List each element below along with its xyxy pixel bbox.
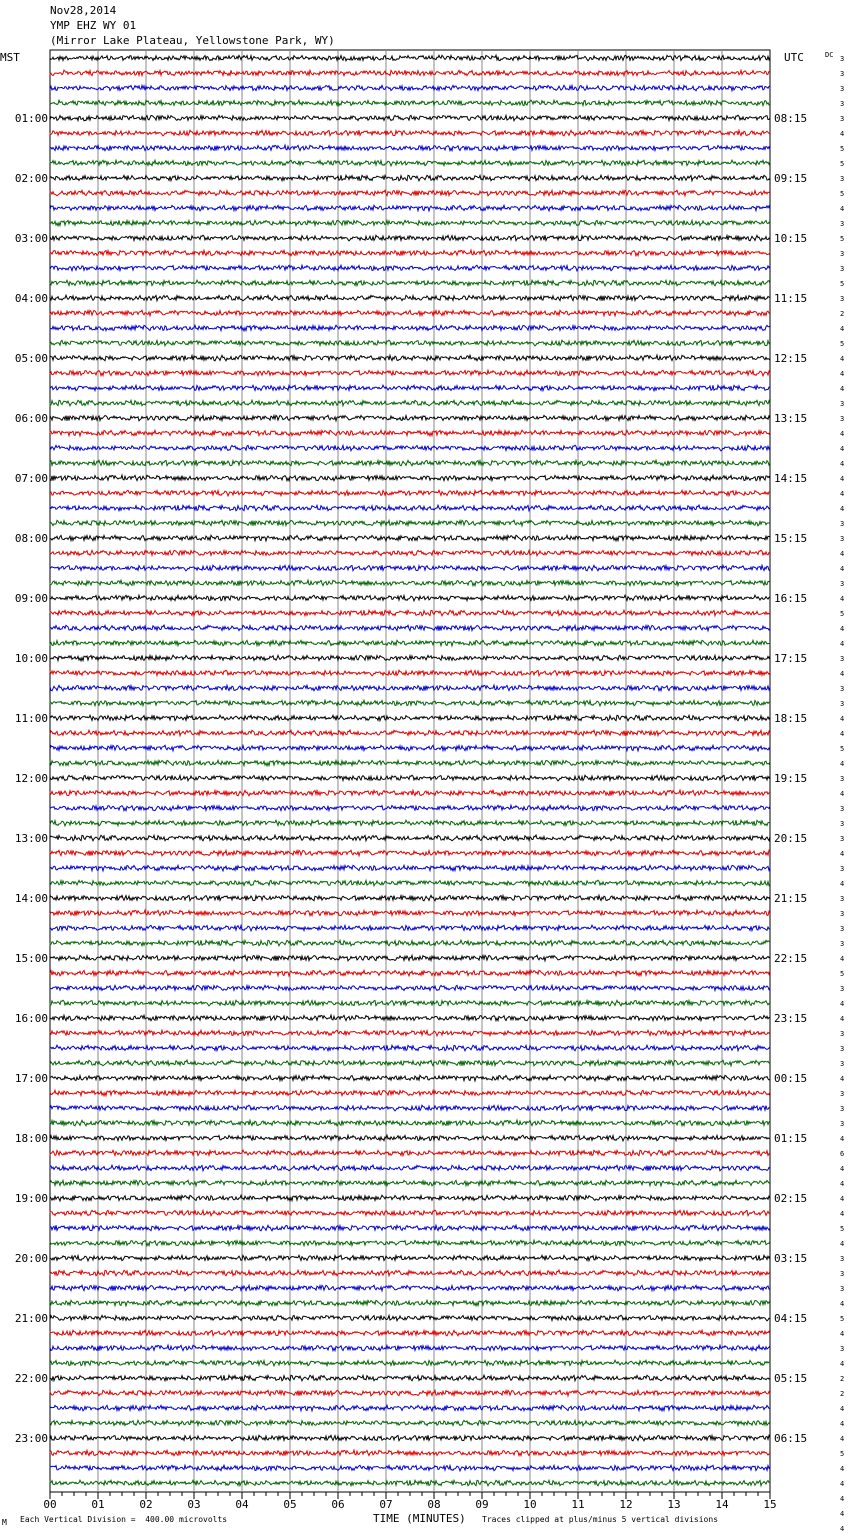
dc-offset-value: 3 [840,985,845,993]
dc-offset-value: 4 [840,1405,845,1413]
dc-offset-value: 3 [840,805,845,813]
trace-row [50,925,770,931]
trace-row [50,775,770,781]
hour-label-right: 03:15 [774,1252,808,1265]
trace-row [50,490,770,496]
dc-offset-value: 5 [840,190,845,198]
trace-row [50,325,770,331]
trace-row [50,805,770,810]
dc-offset-value: 4 [840,1165,845,1173]
dc-offset-value: 4 [840,1480,845,1488]
dc-offset-value: 4 [840,385,845,393]
trace-row [50,1105,770,1111]
hour-label-left: 17:00 [14,1072,48,1085]
trace-row [50,850,770,856]
dc-offset-value: 3 [840,265,845,273]
dc-offset-value: 4 [840,955,845,963]
dc-offset-value: 3 [840,820,845,828]
hour-label-left: 20:00 [14,1252,48,1265]
hour-label-right: 18:15 [774,712,808,725]
dc-offset-value: 5 [840,1315,845,1323]
dc-offset-value: 2 [840,310,845,318]
hour-label-left: 22:00 [14,1372,48,1385]
trace-row [50,475,770,481]
dc-offset-value: 3 [840,1045,845,1053]
trace-row [50,595,770,601]
trace-row [50,1300,770,1306]
trace-row [50,790,770,796]
dc-offset-value: 3 [840,175,845,183]
trace-row [50,1075,770,1081]
dc-offset-value: 4 [840,550,845,558]
dc-offset-value: 4 [840,730,845,738]
dc-offset-value: 3 [840,1285,845,1293]
dc-offset-value: 4 [840,1195,845,1203]
dc-offset-value: 4 [840,565,845,573]
dc-offset-value: 3 [840,655,845,663]
trace-row [50,1405,770,1411]
dc-offset-value: 5 [840,340,845,348]
hour-label-right: 05:15 [774,1372,808,1385]
trace-row [50,1240,770,1245]
trace-row [50,505,770,511]
hour-label-left: 12:00 [14,772,48,785]
trace-row [50,415,770,421]
hour-label-left: 04:00 [14,292,48,305]
trace-row [50,280,770,286]
dc-offset-value: 4 [840,505,845,513]
dc-offset-value: 3 [840,1345,845,1353]
dc-offset-value: 3 [840,1030,845,1038]
dc-offset-value: 3 [840,85,845,93]
dc-offset-value: 4 [840,760,845,768]
x-tick-label: 09 [475,1498,489,1511]
trace-row [50,1375,770,1381]
trace-row [50,1195,770,1201]
trace-row [50,1270,770,1276]
dc-offset-value: 5 [840,1225,845,1233]
hour-label-right: 12:15 [774,352,808,365]
trace-row [50,940,770,946]
hour-label-left: 09:00 [14,592,48,605]
trace-row [50,1390,770,1396]
trace-row [50,760,770,766]
trace-row [50,1255,770,1261]
x-tick-label: 00 [43,1498,57,1511]
hour-label-right: 09:15 [774,172,808,185]
trace-row [50,625,770,631]
hour-label-right: 06:15 [774,1432,808,1445]
scale-note: Each Vertical Division = 400.00 microvolts [20,1515,228,1524]
x-tick-label: 15 [763,1498,777,1511]
trace-row [50,580,770,586]
dc-offset-value: 3 [840,775,845,783]
dc-offset-value: 4 [840,325,845,333]
trace-row [50,670,770,676]
trace-row [50,250,770,256]
trace-row [50,310,770,316]
dc-offset-value: 3 [840,115,845,123]
dc-offset-value: 4 [840,1180,845,1188]
x-tick-label: 02 [139,1498,153,1511]
x-tick-label: 08 [427,1498,441,1511]
x-tick-label: 14 [715,1498,729,1511]
hour-label-right: 11:15 [774,292,808,305]
dc-offset-value: 2 [840,1375,845,1383]
trace-row [50,1225,770,1231]
clip-note: Traces clipped at plus/minus 5 vertical divisions [482,1515,719,1524]
dc-offset-value: 3 [840,295,845,303]
trace-row [50,85,770,91]
hour-label-right: 01:15 [774,1132,808,1145]
trace-row [50,1030,770,1036]
dc-offset-value: 4 [840,1015,845,1023]
trace-row [50,370,770,376]
dc-offset-value: 4 [840,355,845,363]
hour-label-left: 21:00 [14,1312,48,1325]
trace-row [50,1210,770,1216]
dc-offset-value: 4 [840,1420,845,1428]
trace-row [50,115,770,121]
trace-row [50,700,770,706]
trace-row [50,610,770,616]
dc-offset-value: 3 [840,1270,845,1278]
dc-offset-value: 4 [840,1000,845,1008]
trace-row [50,655,770,661]
dc-offset-value: 3 [840,1090,845,1098]
dc-label: DC [825,51,834,59]
trace-row [50,520,770,526]
trace-row [50,1120,770,1126]
dc-offset-value: 3 [840,580,845,588]
dc-offset-value: 3 [840,250,845,258]
trace-row [50,1330,770,1336]
dc-offset-value: 3 [840,520,845,528]
corner-mark: M [2,1518,7,1527]
trace-row [50,1090,770,1096]
chart-date: Nov28,2014 [50,4,117,17]
trace-row [50,220,770,226]
dc-offset-value: 4 [840,1300,845,1308]
trace-row [50,265,770,271]
hour-label-left: 08:00 [14,532,48,545]
dc-offset-value: 3 [840,400,845,408]
dc-offset-value: 4 [840,1360,845,1368]
trace-row [50,535,770,541]
x-tick-label: 11 [571,1498,585,1511]
trace-row [50,175,770,181]
dc-offset-value: 3 [840,1255,845,1263]
dc-offset-value: 4 [840,430,845,438]
trace-row [50,685,770,691]
trace-row [50,1135,770,1141]
dc-offset-value: 3 [840,1060,845,1068]
trace-row [50,1480,770,1486]
dc-offset-value: 4 [840,1210,845,1218]
dc-offset-value: 6 [840,1150,845,1158]
dc-offset-value: 3 [840,835,845,843]
trace-row [50,1420,770,1425]
dc-offset-value: 4 [840,445,845,453]
trace-row [50,835,770,841]
dc-offset-value: 4 [840,460,845,468]
trace-row [50,730,770,736]
dc-offset-value: 3 [840,940,845,948]
dc-offset-value: 2 [840,1390,845,1398]
hour-label-left: 05:00 [14,352,48,365]
dc-offset-value: 3 [840,70,845,78]
trace-row [50,205,770,211]
trace-row [50,550,770,556]
dc-offset-value: 3 [840,910,845,918]
dc-offset-value: 4 [840,1510,845,1518]
hour-label-left: 23:00 [14,1432,48,1445]
hour-label-right: 17:15 [774,652,808,665]
trace-row [50,385,770,391]
dc-offset-value: 4 [840,670,845,678]
station-name: YMP EHZ WY 01 [50,19,137,32]
dc-offset-value: 4 [840,715,845,723]
hour-label-left: 06:00 [14,412,48,425]
dc-offset-value: 5 [840,280,845,288]
hour-label-right: 13:15 [774,412,808,425]
trace-row [50,1000,770,1006]
hour-label-right: 04:15 [774,1312,808,1325]
hour-label-right: 20:15 [774,832,808,845]
trace-row [50,130,770,136]
trace-row [50,910,770,916]
hour-label-right: 15:15 [774,532,808,545]
hour-label-right: 00:15 [774,1072,808,1085]
trace-row [50,1150,770,1156]
hour-label-left: 03:00 [14,232,48,245]
trace-row [50,460,770,466]
dc-offset-value: 4 [840,370,845,378]
dc-offset-value: 4 [840,880,845,888]
trace-row [50,295,770,301]
hour-label-right: 08:15 [774,112,808,125]
x-tick-label: 03 [187,1498,201,1511]
dc-offset-value: 3 [840,1105,845,1113]
x-tick-label: 05 [283,1498,297,1511]
trace-row [50,235,770,241]
hour-label-left: 13:00 [14,832,48,845]
dc-offset-value: 4 [840,1240,845,1248]
hour-label-right: 14:15 [774,472,808,485]
x-tick-label: 12 [619,1498,633,1511]
trace-row [50,640,770,646]
hour-label-left: 14:00 [14,892,48,905]
dc-offset-value: 5 [840,970,845,978]
x-tick-label: 10 [523,1498,537,1511]
dc-offset-value: 4 [840,205,845,213]
dc-offset-value: 3 [840,220,845,228]
hour-label-left: 15:00 [14,952,48,965]
hour-label-right: 22:15 [774,952,808,965]
trace-row [50,565,770,571]
dc-offset-value: 4 [840,475,845,483]
dc-offset-value: 5 [840,745,845,753]
dc-offset-value: 3 [840,1120,845,1128]
trace-row [50,820,770,826]
dc-offset-value: 4 [840,1465,845,1473]
dc-offset-value: 3 [840,685,845,693]
dc-offset-value: 4 [840,790,845,798]
left-axis-label: MST [0,51,20,64]
hour-label-right: 23:15 [774,1012,808,1025]
dc-offset-value: 4 [840,1435,845,1443]
x-tick-label: 13 [667,1498,681,1511]
right-axis-label: UTC [784,51,804,64]
dc-offset-value: 3 [840,100,845,108]
hour-label-left: 18:00 [14,1132,48,1145]
trace-row [50,1165,770,1171]
trace-row [50,970,770,976]
trace-row [50,1045,770,1051]
trace-row [50,1180,770,1186]
dc-offset-value: 3 [840,55,845,63]
dc-offset-value: 3 [840,415,845,423]
station-location: (Mirror Lake Plateau, Yellowstone Park, WY) [50,34,335,47]
x-axis-title: TIME (MINUTES) [373,1512,466,1525]
trace-row [50,190,770,196]
trace-row [50,1345,770,1351]
trace-row [50,1435,770,1441]
dc-offset-value: 4 [840,1075,845,1083]
trace-row [50,1015,770,1021]
trace-row [50,880,770,886]
trace-row [50,895,770,901]
dc-offset-value: 4 [840,1525,845,1533]
dc-offset-value: 3 [840,535,845,543]
trace-row [50,70,770,76]
trace-row [50,745,770,751]
hour-label-left: 07:00 [14,472,48,485]
trace-row [50,340,770,346]
dc-offset-value: 4 [840,640,845,648]
dc-offset-value: 4 [840,625,845,633]
hour-label-left: 19:00 [14,1192,48,1205]
trace-row [50,715,770,721]
dc-offset-value: 4 [840,595,845,603]
trace-row [50,985,770,990]
dc-offset-value: 5 [840,1450,845,1458]
hour-label-right: 02:15 [774,1192,808,1205]
dc-offset-value: 4 [840,1135,845,1143]
dc-offset-value: 4 [840,1330,845,1338]
dc-offset-value: 5 [840,610,845,618]
dc-offset-value: 4 [840,850,845,858]
hour-label-right: 21:15 [774,892,808,905]
hour-label-left: 10:00 [14,652,48,665]
dc-offset-value: 3 [840,700,845,708]
x-tick-label: 01 [91,1498,105,1511]
hour-label-left: 11:00 [14,712,48,725]
hour-label-right: 19:15 [774,772,808,785]
trace-row [50,1315,770,1321]
dc-offset-value: 3 [840,925,845,933]
x-tick-label: 07 [379,1498,393,1511]
dc-offset-value: 4 [840,490,845,498]
trace-row [50,55,770,61]
dc-offset-value: 4 [840,130,845,138]
trace-row [50,100,770,106]
dc-offset-value: 5 [840,235,845,243]
dc-offset-value: 4 [840,1495,845,1503]
trace-row [50,1465,770,1471]
dc-offset-value: 3 [840,895,845,903]
trace-row [50,865,770,871]
x-tick-label: 04 [235,1498,249,1511]
trace-row [50,1450,770,1456]
trace-row [50,145,770,151]
dc-offset-value: 5 [840,160,845,168]
hour-label-right: 10:15 [774,232,808,245]
trace-row [50,1285,770,1291]
hour-label-left: 02:00 [14,172,48,185]
trace-row [50,445,770,451]
trace-row [50,355,770,361]
trace-row [50,400,770,406]
hour-label-left: 16:00 [14,1012,48,1025]
hour-label-right: 16:15 [774,592,808,605]
hour-label-left: 01:00 [14,112,48,125]
trace-row [50,955,770,961]
x-tick-label: 06 [331,1498,345,1511]
dc-offset-value: 5 [840,145,845,153]
trace-row [50,430,770,436]
trace-row [50,160,770,166]
trace-row [50,1360,770,1366]
trace-row [50,1060,770,1066]
dc-offset-value: 3 [840,865,845,873]
